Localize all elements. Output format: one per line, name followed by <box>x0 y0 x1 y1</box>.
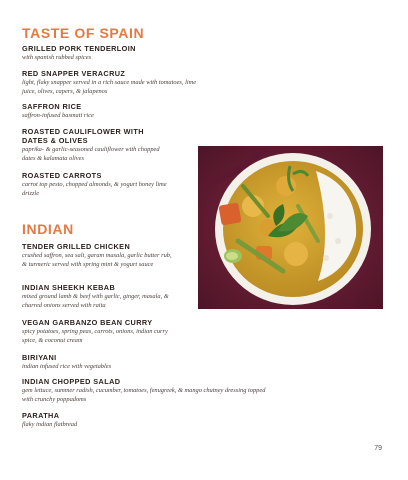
dish-description: crushed saffron, sea salt, garam masala, garlic butter rub, & turmeric served with spring mint & yogurt sauce <box>22 252 172 268</box>
dish-name: INDIAN CHOPPED SALAD <box>22 377 121 386</box>
dish-description: spicy potatoes, spring peas, carrots, onions, indian curry spice, & coconut cream <box>22 328 168 344</box>
dish-description: with spanish rubbed spices <box>22 54 92 61</box>
menu-item-grilled-pork-tenderloin <box>22 44 198 63</box>
dish-name: TENDER GRILLED CHICKEN <box>22 242 131 251</box>
menu-item-indian-chopped-salad <box>22 377 272 404</box>
dish-name: SAFFRON RICE <box>22 102 82 111</box>
curry-bowl-photo <box>198 146 383 309</box>
dish-name: RED SNAPPER VERACRUZ <box>22 69 126 78</box>
dish-name: BIRIYANI <box>22 353 57 362</box>
menu-item-saffron-rice <box>22 102 198 121</box>
page-number: 79 <box>374 445 382 452</box>
section-title-taste-of-spain: TASTE OF SPAIN <box>22 25 145 41</box>
dish-name: VEGAN GARBANZO BEAN CURRY <box>22 318 153 327</box>
menu-item-tender-grilled-chicken <box>22 242 172 269</box>
dish-description: flaky indian flatbread <box>22 421 78 428</box>
dish-description: mixed ground lamb & beef with garlic, ginger, masala, & charred onions served with raita <box>22 293 169 309</box>
menu-item-paratha <box>22 411 198 430</box>
dish-description: light, flaky snapper served in a rich sauce made with tomatoes, lime juice, olives, capers, & jalapenos <box>22 79 197 95</box>
dish-description: gem lettuce, summer radish, cucumber, tomatoes, fenugreek, & mango chutney dressing topped with crunchy poppadoms <box>22 387 266 403</box>
section-title-indian: INDIAN <box>22 221 74 237</box>
dish-description: carrot top pesto, chopped almonds, & yogurt honey lime drizzle <box>22 181 167 197</box>
menu-item-vegan-garbanzo-bean-curry <box>22 318 182 345</box>
dish-name: PARATHA <box>22 411 60 420</box>
menu-item-indian-sheekh-kebab <box>22 283 170 310</box>
dish-description: indian infused rice with vegetables <box>22 363 112 370</box>
dish-name: INDIAN SHEEKH KEBAB <box>22 283 116 292</box>
menu-item-roasted-cauliflower <box>22 127 172 163</box>
menu-item-red-snapper-veracruz <box>22 69 198 96</box>
menu-item-biriyani <box>22 353 198 372</box>
menu-item-roasted-carrots <box>22 171 177 198</box>
dish-description: paprika- & garlic-seasoned cauliflower with chopped dates & kalamata olives <box>22 146 160 162</box>
dish-description: saffron-infused basmati rice <box>22 112 94 119</box>
dish-name: ROASTED CAULIFLOWER WITH DATES & OLIVES <box>22 127 144 145</box>
curry-bowl-illustration <box>198 146 383 309</box>
dish-name: ROASTED CARROTS <box>22 171 102 180</box>
dish-name: GRILLED PORK TENDERLOIN <box>22 44 136 53</box>
